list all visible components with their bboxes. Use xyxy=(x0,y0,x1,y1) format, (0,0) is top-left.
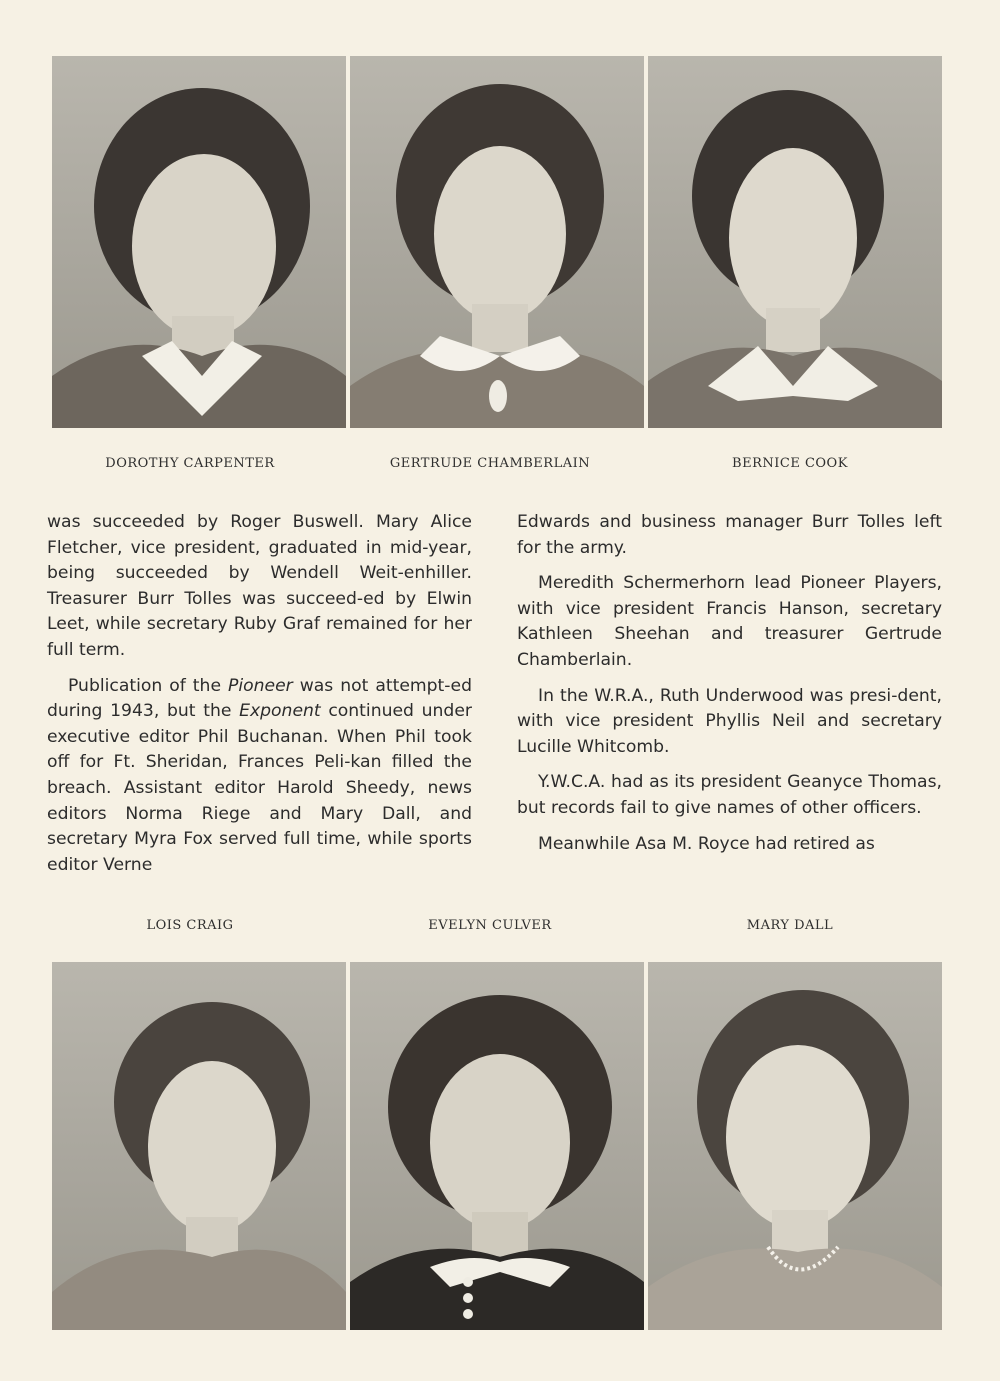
portrait-photo xyxy=(648,56,942,428)
publication-title: Pioneer xyxy=(227,675,293,696)
bottom-caption-row xyxy=(40,918,940,933)
portrait-photo xyxy=(52,56,350,428)
portrait-caption: BERNICE COOK xyxy=(732,456,848,471)
text-run: continued under executive editor Phil Buchanan. When Phil took off for Ft. Sheridan, Frances Peli-kan filled the breach. Assistant editor Harold Sheedy, news editors Norma Riege and Mary Dall, and secretary Myra Fox served full time, while sports editor Verne xyxy=(47,701,472,875)
bottom-portrait-row xyxy=(52,962,942,1330)
left-text-column xyxy=(47,510,472,888)
paragraph: Edwards and business manager Burr Tolles left for the army. xyxy=(517,512,942,558)
text-run: was not attempt-ed during 1943, but the xyxy=(47,675,472,722)
portrait-photo xyxy=(350,962,648,1330)
publication-title: Exponent xyxy=(239,701,321,722)
paragraph: was succeeded by Roger Buswell. Mary Alice Fletcher, vice president, graduated in mid-year, being succeeded by Wendell Weit-enhiller. Treasurer Burr Tolles was succeed-ed by Elwin Leet, while secretary Ruby Graf remained for her full term. xyxy=(47,512,472,660)
top-caption-row xyxy=(40,456,940,471)
portrait-caption: EVELYN CULVER xyxy=(428,918,552,933)
portrait-caption: LOIS CRAIG xyxy=(146,918,234,933)
text-run: Publication of the xyxy=(68,675,228,696)
portrait-photo xyxy=(350,56,648,428)
paragraph: Y.W.C.A. had as its president Geanyce Thomas, but records fail to give names of other officers. xyxy=(517,772,942,818)
paragraph: Meanwhile Asa M. Royce had retired as xyxy=(538,833,875,854)
portrait-caption: GERTRUDE CHAMBERLAIN xyxy=(389,456,591,471)
paragraph xyxy=(47,674,472,879)
right-text-column xyxy=(517,510,942,867)
paragraph: In the W.R.A., Ruth Underwood was presi-dent, with vice president Phyllis Neil and secretary Lucille Whitcomb. xyxy=(517,685,942,757)
portrait-caption: MARY DALL xyxy=(746,918,834,933)
portrait-caption: DOROTHY CARPENTER xyxy=(105,456,275,471)
portrait-photo xyxy=(52,962,350,1330)
top-portrait-row xyxy=(52,56,942,428)
paragraph: Meredith Schermerhorn lead Pioneer Players, with vice president Francis Hanson, secretary Kathleen Sheehan and treasurer Gertrude Chamberlain. xyxy=(517,573,942,670)
portrait-photo xyxy=(648,962,942,1330)
